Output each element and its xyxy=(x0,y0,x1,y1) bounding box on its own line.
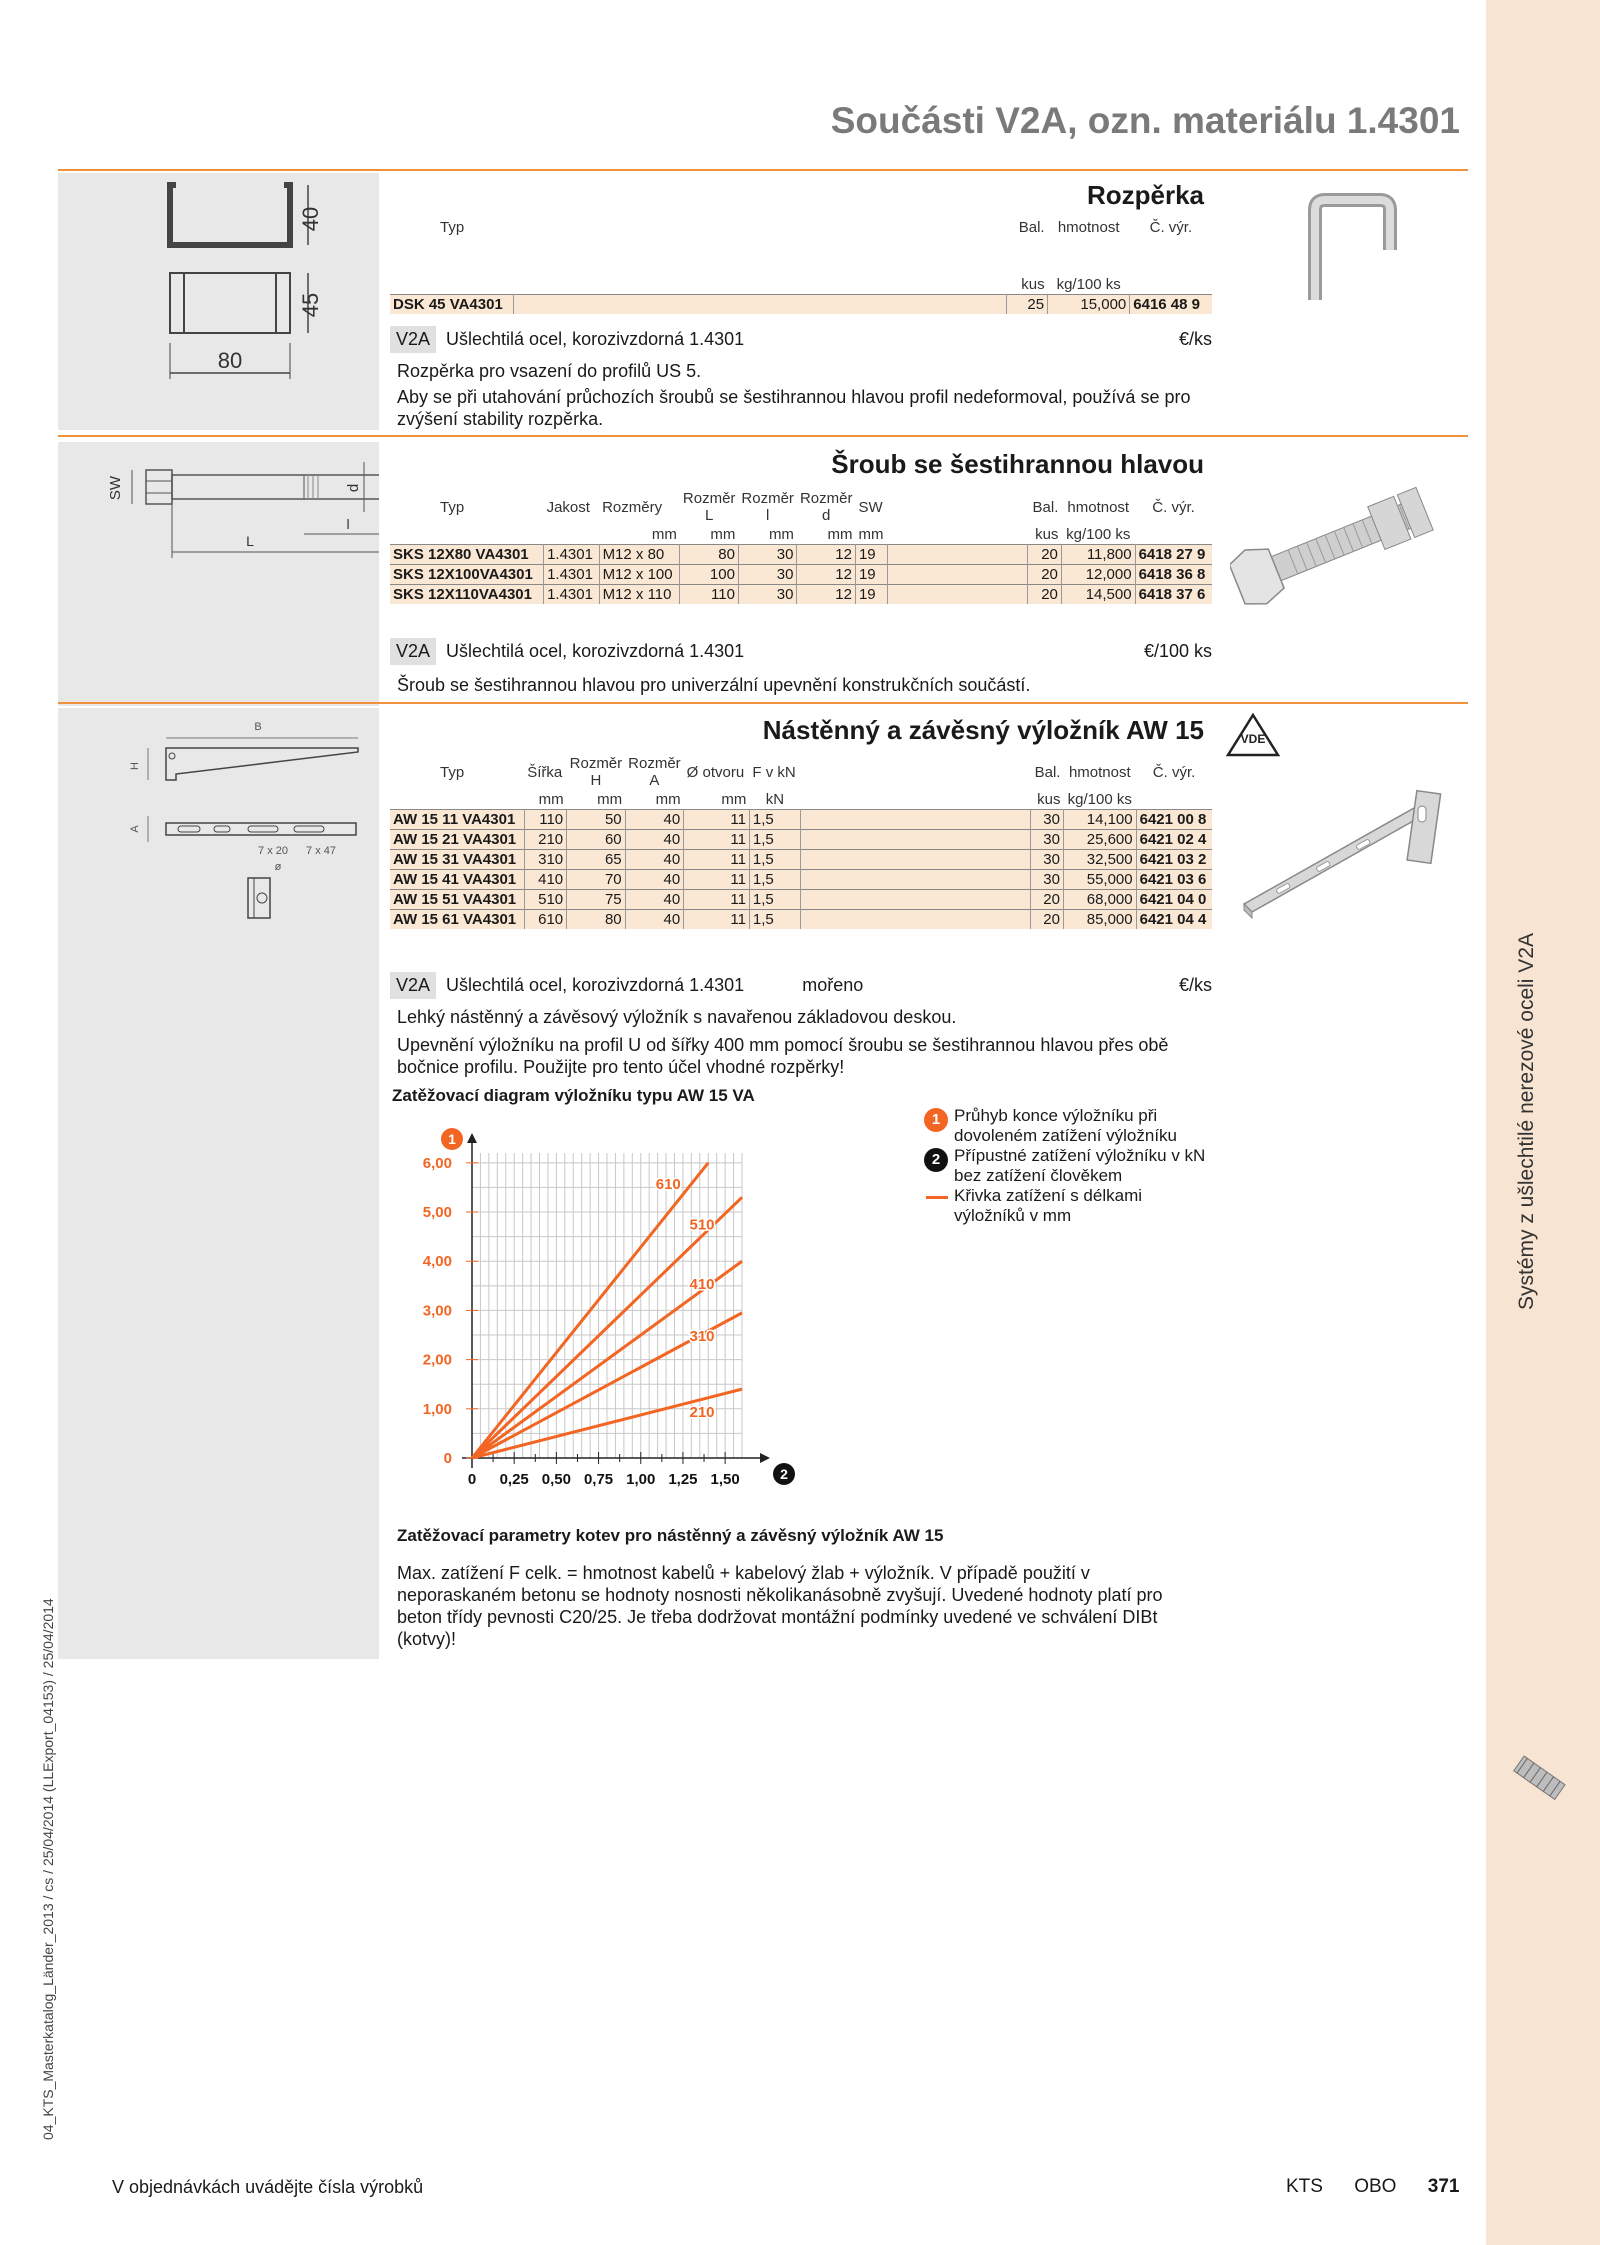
section-title-bracket: Nástěnný a závěsný výložník AW 15 xyxy=(762,715,1204,745)
bolt-table: Typ Jakost Rozměry Rozměr L Rozměr l Rozměr d SW Bal. hmotnost Č. výr. mm mm mm mm mm kus kg/100 ks SKS 12X80 VA4301 1.4301 M12 x 80 80 30 12 19 20 11,800 6418 27 9 SKS 12X100VA4301 1.4301 M12 x 100 100 30 12 19 20 12,000 6418 36 8 SKS 12X110VA4301 1.4301 M12 x 110 110 30 12 19 20 14,500 6418 37 6 xyxy=(390,489,1212,604)
params-caption: Zatěžovací parametry kotev pro nástěnný a závěsný výložník AW 15 xyxy=(397,1526,944,1545)
bracket-table: Typ Šířka Rozměr H Rozměr A Ø otvoru F v kN Bal. hmotnost Č. výr. mm mm mm mm kN kus kg/100 ks AW 15 11 VA4301 110 50 40 11 1,5 30 14,100 6421 00 8 AW 15 21 VA4301 210 60 40 11 1,5 30 25,600 6421 02 4 AW 15 31 VA4301 310 65 40 11 1,5 30 32,500 6421 03 2 AW 15 41 VA4301 410 70 40 11 1,5 30 55,000 6421 03 6 AW 15 51 VA4301 510 75 40 11 1,5 20 68,000 6421 04 0 AW 15 61 VA4301 610 80 40 11 1,5 20 85,000 6421 04 4 xyxy=(390,754,1212,929)
table-row[interactable]: DSK 45 VA4301 25 15,000 6416 48 9 xyxy=(390,295,1212,315)
y-axis-arrow xyxy=(467,1133,477,1143)
col-hmotnost: hmotnost xyxy=(1057,219,1120,236)
x-tick-label: 1,25 xyxy=(668,1471,698,1488)
page-title: Součásti V2A, ozn. materiálu 1.4301 xyxy=(830,100,1460,141)
x-tick-label: 0,50 xyxy=(541,1471,571,1488)
material-text: Ušlechtilá ocel, korozivzdorná 1.4301 xyxy=(446,641,745,661)
table-row[interactable]: SKS 12X100VA4301 1.4301 M12 x 100 100 30 12 19 20 12,000 6418 36 8 xyxy=(390,565,1212,585)
y-tick-label: 4,00 xyxy=(422,1253,452,1271)
table-row[interactable]: SKS 12X110VA4301 1.4301 M12 x 110 110 30 12 19 20 14,500 6418 37 6 xyxy=(390,585,1212,605)
dim-7x20: 7 x 20 xyxy=(258,845,288,857)
legend-num-1: 1 xyxy=(924,1108,948,1132)
series-label-510: 510 xyxy=(689,1216,715,1234)
series-label-310: 310 xyxy=(689,1327,715,1345)
x-axis-arrow xyxy=(760,1453,770,1463)
section-title-bolt: Šroub se šestihrannou hlavou xyxy=(831,449,1204,479)
material-badge: V2A xyxy=(390,972,436,999)
bolt-product-image xyxy=(1230,470,1450,620)
col-bal: Bal. xyxy=(1018,219,1045,236)
y-tick-label: 1,00 xyxy=(422,1400,452,1418)
col-jakost: Jakost xyxy=(546,498,590,516)
vde-label: VDE xyxy=(1240,732,1266,746)
col-f: F v kN xyxy=(752,763,796,781)
series-label-610: 610 xyxy=(655,1175,681,1193)
dim-l: l xyxy=(346,516,350,532)
legend-item-3: Křivka zatížení s délkami výložníků v mm xyxy=(920,1186,1212,1226)
footer-brand xyxy=(1286,2176,1459,2198)
material-text: Ušlechtilá ocel, korozivzdorná 1.4301 xyxy=(446,329,745,349)
col-rozmer-H: Rozměr H xyxy=(569,755,623,789)
spacer-desc-1: Rozpěrka pro vsazení do profilů US 5. xyxy=(397,361,702,381)
spacer-table xyxy=(390,218,1212,314)
table-row[interactable]: SKS 12X80 VA4301 1.4301 M12 x 80 80 30 12 19 20 11,800 6418 27 9 xyxy=(390,545,1212,565)
spacer-product-image xyxy=(1300,190,1400,310)
col-bal: Bal. xyxy=(1032,498,1059,516)
y-tick-label: 6,00 xyxy=(422,1154,452,1172)
y-tick-label: 0 xyxy=(443,1450,452,1467)
dim-A: A xyxy=(129,825,141,833)
right-sidebar xyxy=(1486,0,1600,2245)
material-text: Ušlechtilá ocel, korozivzdorná 1.4301 xyxy=(446,975,745,995)
col-cislo: Č. výr. xyxy=(1149,219,1193,236)
col-sw: SW xyxy=(858,498,883,516)
table-row[interactable]: AW 15 51 VA4301 510 75 40 11 1,5 20 68,000 6421 04 0 xyxy=(390,890,1212,910)
bracket-desc-2: Upevnění výložníku na profil U od šířky 400 mm pomocí šroubu se šestihrannou hlavou přes obě bočnice profilu. Použijte pro tento účel vhodné rozpěrky! xyxy=(397,1035,1169,1077)
price-unit: €/ks xyxy=(1178,975,1212,995)
col-hmotnost: hmotnost xyxy=(1068,763,1131,781)
col-cislo: Č. výr. xyxy=(1152,498,1195,516)
material-row xyxy=(390,326,1212,353)
chart-caption: Zatěžovací diagram výložníku typu AW 15 VA xyxy=(392,1086,755,1105)
col-rozmer-A: Rozměr A xyxy=(628,755,681,789)
col-rozmer-d: Rozměr d xyxy=(799,490,853,524)
table-row[interactable]: AW 15 41 VA4301 410 70 40 11 1,5 30 55,000 6421 03 6 xyxy=(390,870,1212,890)
drawing-panel-bolt xyxy=(58,442,379,706)
dim-B: B xyxy=(254,721,262,733)
unit-kg: kg/100 ks xyxy=(1056,276,1121,293)
col-rozmery: Rozměry xyxy=(602,498,663,516)
bracket-drawing xyxy=(58,708,379,968)
legend-item-2: 2 Přípustné zatížení výložníku v kN bez zatížení člověkem xyxy=(920,1146,1212,1186)
dim-d: d xyxy=(345,483,362,493)
col-bal: Bal. xyxy=(1034,763,1061,781)
legend-line-swatch xyxy=(926,1196,948,1199)
load-diagram-chart xyxy=(380,1108,920,1528)
vde-mark-icon xyxy=(1226,712,1280,758)
material-badge: V2A xyxy=(390,326,436,353)
dim-H: H xyxy=(129,762,141,770)
drawing-panel-spacer xyxy=(58,173,379,430)
bracket-desc-1: Lehký nástěnný a závěsový výložník s navařenou základovou deskou. xyxy=(397,1007,957,1027)
x-tick-label: 0,75 xyxy=(583,1471,614,1488)
footer-brand-obo: OBO xyxy=(1354,2176,1397,2197)
col-cislo: Č. výr. xyxy=(1152,763,1196,781)
legend-num-2: 2 xyxy=(924,1148,948,1172)
price-unit: €/100 ks xyxy=(1143,641,1212,661)
page-number: 371 xyxy=(1427,2176,1460,2197)
price-unit: €/ks xyxy=(1178,329,1212,349)
dim-80: 80 xyxy=(217,348,243,373)
vertical-meta: 04_KTS_Masterkatalog_Länder_2013 / cs / 25/04/2014 (LLExport_04153) / 25/04/2014 xyxy=(40,1598,56,2140)
col-otvor: Ø otvoru xyxy=(686,763,745,781)
material-row xyxy=(390,638,1212,665)
y-tick-label: 5,00 xyxy=(422,1204,452,1222)
section-divider xyxy=(58,702,1468,704)
bracket-product-image xyxy=(1236,786,1456,926)
footer-note: V objednávkách uvádějte čísla výrobků xyxy=(112,2177,424,2197)
col-rozmer-L: Rozměr L xyxy=(682,490,736,524)
legend-item-1: 1 Průhyb konce výložníku při dovoleném zatížení výložníku xyxy=(920,1106,1212,1146)
table-row[interactable]: AW 15 31 VA4301 310 65 40 11 1,5 30 32,500 6421 03 2 xyxy=(390,850,1212,870)
table-row[interactable]: AW 15 11 VA4301 110 50 40 11 1,5 30 14,100 6421 00 8 xyxy=(390,810,1212,830)
section-divider xyxy=(58,435,1468,437)
table-row[interactable]: AW 15 61 VA4301 610 80 40 11 1,5 20 85,000 6421 04 4 xyxy=(390,910,1212,930)
y-tick-label: 2,00 xyxy=(422,1351,452,1369)
x-tick-label: 0,25 xyxy=(499,1471,529,1488)
dim-40: 40 xyxy=(298,206,323,232)
series-label-210: 210 xyxy=(689,1404,715,1422)
cable-tray-thumbnail xyxy=(1508,1748,1568,1808)
col-typ: Typ xyxy=(440,498,465,516)
x-tick-label: 0 xyxy=(467,1471,477,1488)
x-tick-label: 1,00 xyxy=(626,1471,656,1488)
dim-sw: SW xyxy=(107,475,124,501)
footer-brand-kts: KTS xyxy=(1286,2176,1323,2197)
dim-diameter: ø xyxy=(274,861,282,873)
section-title-spacer: Rozpěrka xyxy=(1086,180,1204,210)
params-text: Max. zatížení F celk. = hmotnost kabelů + kabelový žlab + výložník. V případě použití v neporaskaném betonu se hodnoty nosnosti několikanásobně zvyšují. Uvedené hodnoty platí pro beton třídy pevnosti C20/25. Je třeba dodržovat montážní podmínky uvedené ve schválení DIBt (kotvy)! xyxy=(397,1563,1163,1649)
chart-legend xyxy=(920,1106,1212,1226)
series-label-410: 410 xyxy=(689,1276,715,1294)
bolt-drawing xyxy=(58,442,379,572)
spacer-desc-2: Aby se při utahování průchozích šroubů se šestihrannou hlavou profil nedeformoval, používá se pro zvýšení stability rozpěrka. xyxy=(397,387,1191,429)
x-axis-marker-label: 2 xyxy=(780,1466,788,1482)
dim-7x47: 7 x 47 xyxy=(306,845,336,857)
x-tick-label: 1,50 xyxy=(710,1471,740,1488)
col-typ: Typ xyxy=(440,763,465,781)
material-row xyxy=(390,972,1212,999)
finish-text: mořeno xyxy=(802,975,864,995)
section-divider xyxy=(58,169,1468,171)
col-typ: Typ xyxy=(440,219,465,236)
col-rozmer-l: Rozměr l xyxy=(741,490,794,524)
bolt-desc-1: Šroub se šestihrannou hlavou pro univerzální upevnění konstrukčních součástí. xyxy=(397,675,1031,695)
side-title: Systémy z ušlechtilé nerezové oceli V2A xyxy=(1515,932,1538,1310)
spacer-drawing xyxy=(58,173,379,430)
unit-kus: kus xyxy=(1021,276,1045,293)
col-sirka: Šířka xyxy=(527,763,563,781)
y-tick-label: 3,00 xyxy=(422,1302,452,1320)
dim-45: 45 xyxy=(298,292,323,318)
material-badge: V2A xyxy=(390,638,436,665)
y-axis-marker-label: 1 xyxy=(448,1131,456,1147)
table-row[interactable]: AW 15 21 VA4301 210 60 40 11 1,5 30 25,600 6421 02 4 xyxy=(390,830,1212,850)
drawing-panel-bracket xyxy=(58,708,379,1659)
dim-L: L xyxy=(246,533,254,549)
col-hmotnost: hmotnost xyxy=(1067,498,1130,516)
